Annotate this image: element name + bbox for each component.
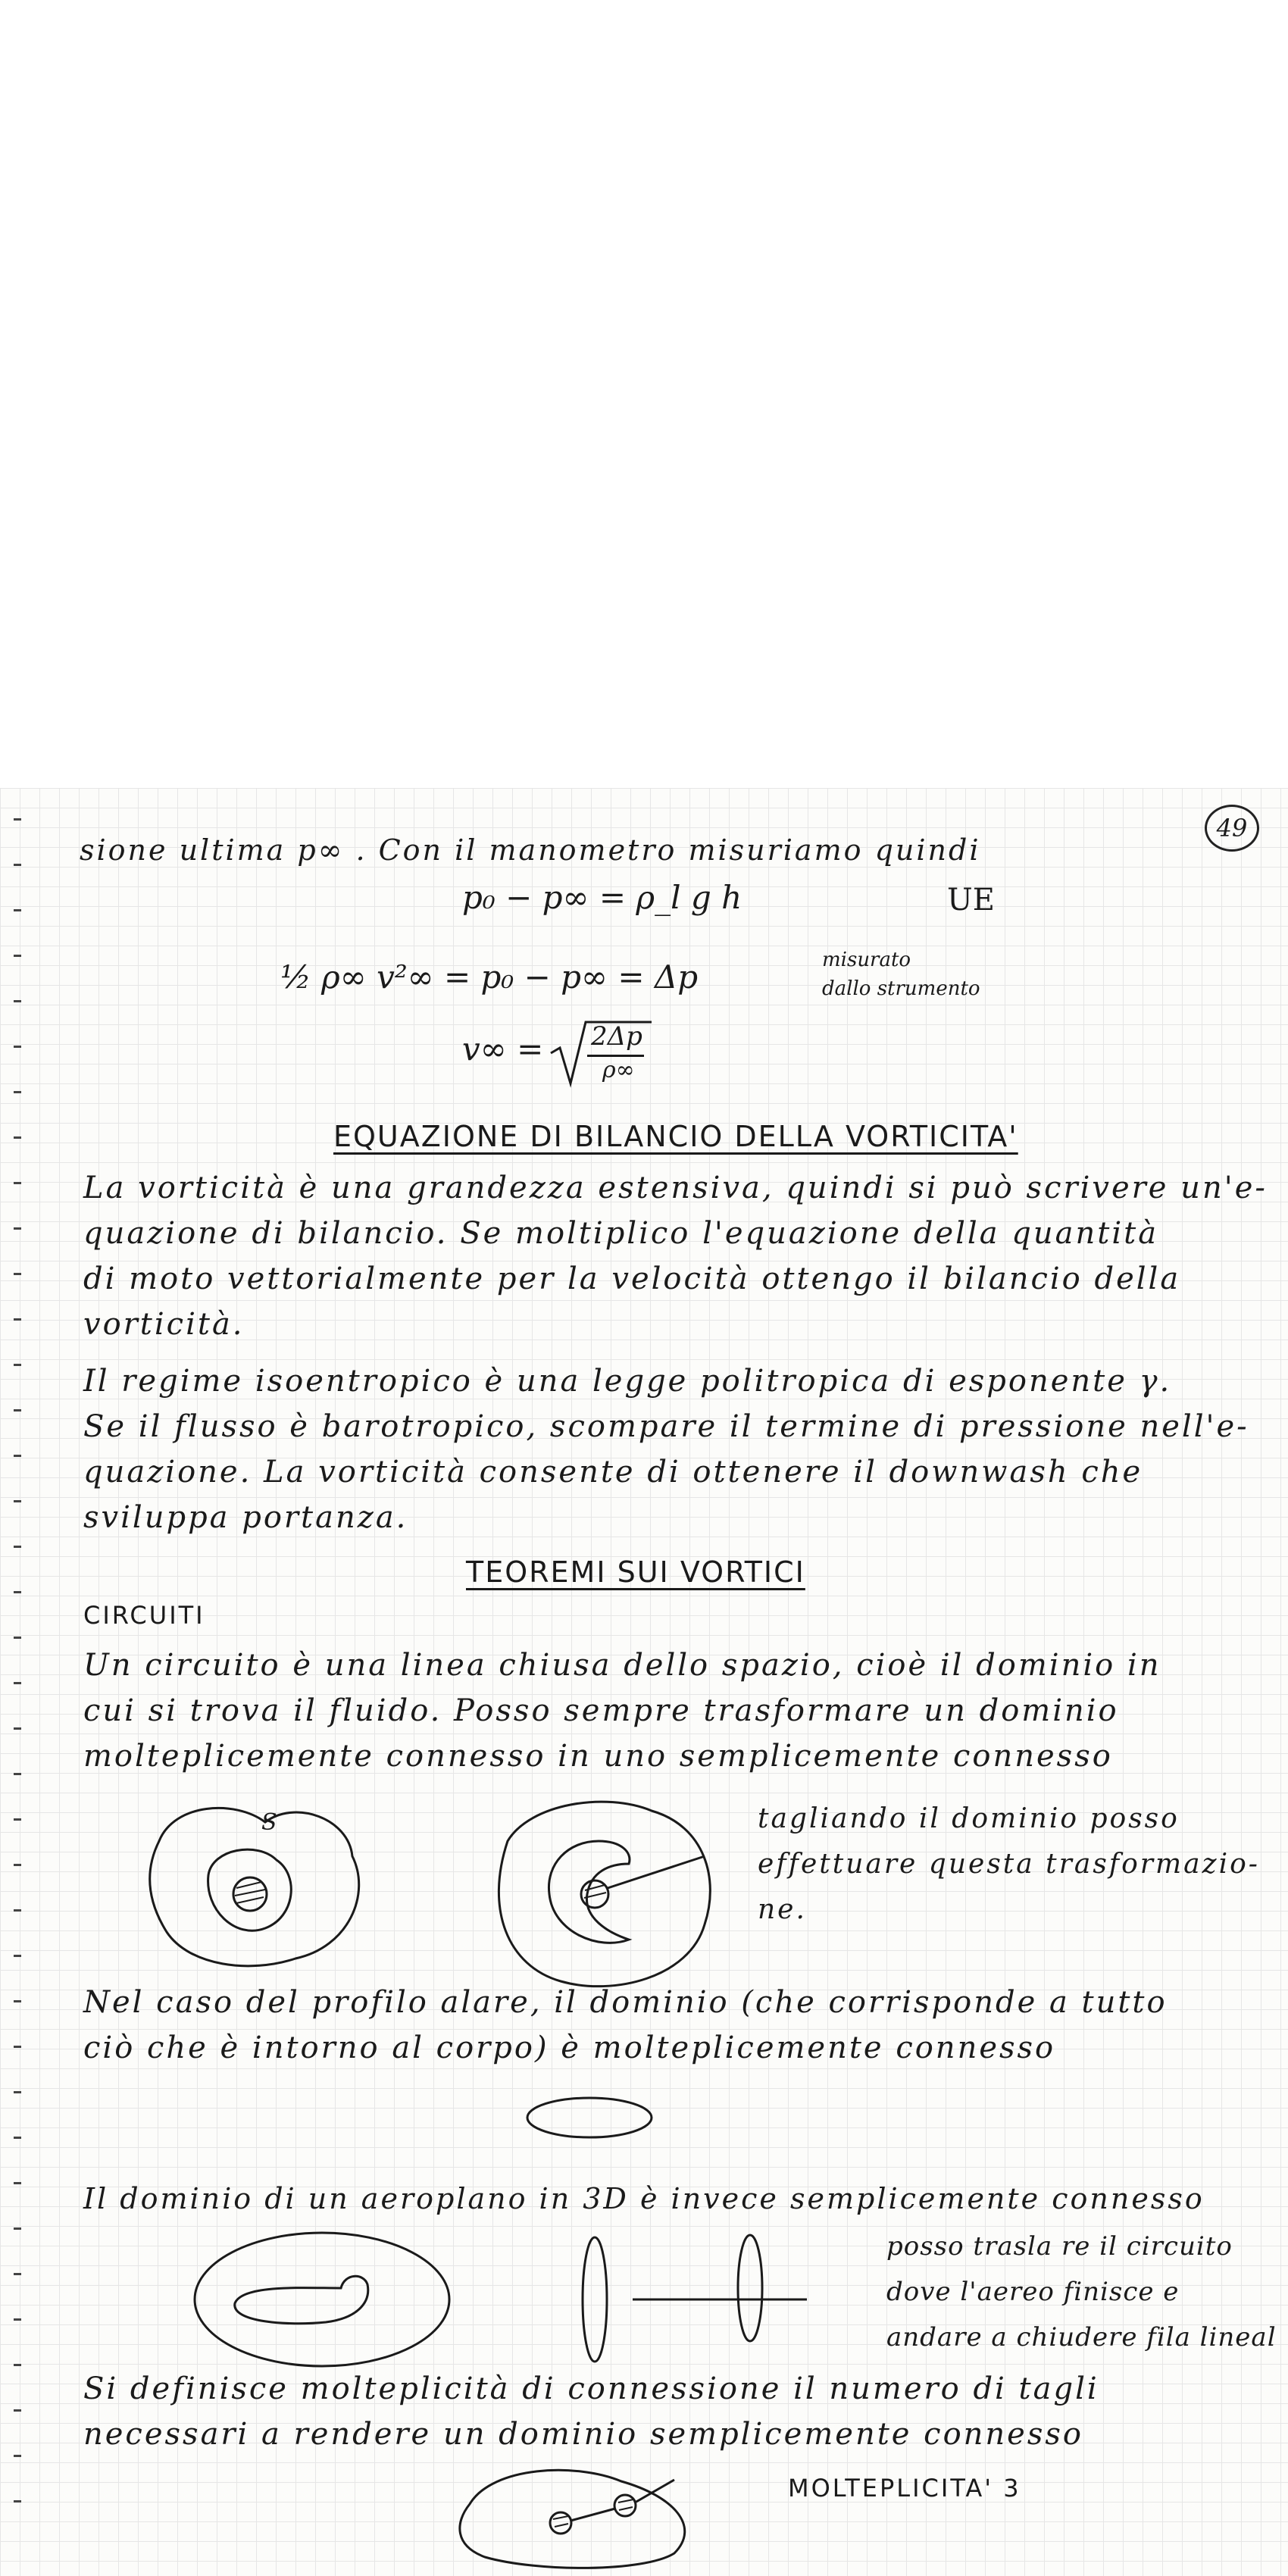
section-heading: TEOREMI SUI VORTICI bbox=[466, 1555, 805, 1589]
sqrt-denominator: ρ∞ bbox=[602, 1057, 635, 1083]
figure-caption: tagliando il dominio posso bbox=[758, 1803, 1180, 1834]
figure-caption: ne. bbox=[758, 1894, 807, 1925]
text-line: vorticità. bbox=[83, 1307, 245, 1342]
page-number: 49 bbox=[1205, 805, 1259, 852]
text-line: Il dominio di un aeroplano in 3D è invece semplicemente connesso bbox=[83, 2182, 1205, 2215]
multiplicity-label: MOLTEPLICITA' 3 bbox=[788, 2474, 1021, 2503]
side-note: UE bbox=[947, 883, 995, 918]
text-line: di moto vettorialmente per la velocità ottengo il bilancio della bbox=[83, 1261, 1181, 1296]
text-line: sione ultima p∞ . Con il manometro misuriamo quindi bbox=[80, 833, 981, 867]
text-line: sviluppa portanza. bbox=[83, 1500, 408, 1535]
text-line: necessari a rendere un dominio semplicemente connesso bbox=[83, 2417, 1083, 2452]
figure-doubly-connected-domain bbox=[144, 1796, 371, 1977]
equation-note: dallo strumento bbox=[822, 977, 980, 1000]
text-line: Se il flusso è barotropico, scompare il termine di pressione nell'e- bbox=[83, 1409, 1249, 1444]
figure-multiplicity bbox=[447, 2459, 705, 2572]
text-line: Si definisce molteplicità di connessione il numero di tagli bbox=[83, 2371, 1099, 2406]
figure-caption: effettuare questa trasformazio- bbox=[758, 1849, 1260, 1880]
text-line: Il regime isoentropico è una legge politropica di esponente γ. bbox=[83, 1364, 1172, 1399]
figure-caption: dove l'aereo finisce e bbox=[886, 2277, 1180, 2307]
subheading: CIRCUITI bbox=[83, 1601, 205, 1630]
figure-aeroplane-domain bbox=[189, 2227, 455, 2371]
text-line: cui si trova il fluido. Posso sempre trasformare un dominio bbox=[83, 1693, 1119, 1728]
text-line: molteplicemente connesso in uno semplicemente connesso bbox=[83, 1739, 1113, 1774]
text-line: quazione. La vorticità consente di ottenere il downwash che bbox=[83, 1455, 1143, 1490]
equation-note: misurato bbox=[822, 949, 911, 971]
text-line: Nel caso del profilo alare, il dominio (che corrisponde a tutto bbox=[83, 1985, 1168, 2020]
equation-velocity-lhs: v∞ = bbox=[462, 1030, 544, 1068]
airfoil-sketch bbox=[523, 2091, 659, 2144]
text-line: Un circuito è una linea chiusa dello spazio, cioè il dominio in bbox=[83, 1648, 1161, 1683]
equation-dynamic-pressure: ½ ρ∞ v²∞ = p₀ − p∞ = Δp bbox=[280, 958, 699, 996]
equation-manometer: p₀ − p∞ = ρ_l g h bbox=[462, 879, 742, 916]
figure-sliding-circuit bbox=[572, 2227, 814, 2379]
section-heading: EQUAZIONE DI BILANCIO DELLA VORTICITA' bbox=[333, 1120, 1018, 1153]
figure-caption: posso trasla re il circuito bbox=[886, 2231, 1233, 2262]
text-line: quazione di bilancio. Se moltiplico l'equazione della quantità bbox=[83, 1216, 1159, 1251]
figure-cut-domain bbox=[477, 1788, 727, 2000]
figure-label: S bbox=[261, 1809, 277, 1836]
text-line: ciò che è intorno al corpo) è molteplicemente connesso bbox=[83, 2030, 1056, 2065]
text-line: La vorticità è una grandezza estensiva, quindi si può scrivere un'e- bbox=[83, 1171, 1268, 1205]
figure-caption: andare a chiudere fila lineal bbox=[886, 2322, 1277, 2352]
sqrt-numerator: 2Δp bbox=[591, 1021, 642, 1052]
